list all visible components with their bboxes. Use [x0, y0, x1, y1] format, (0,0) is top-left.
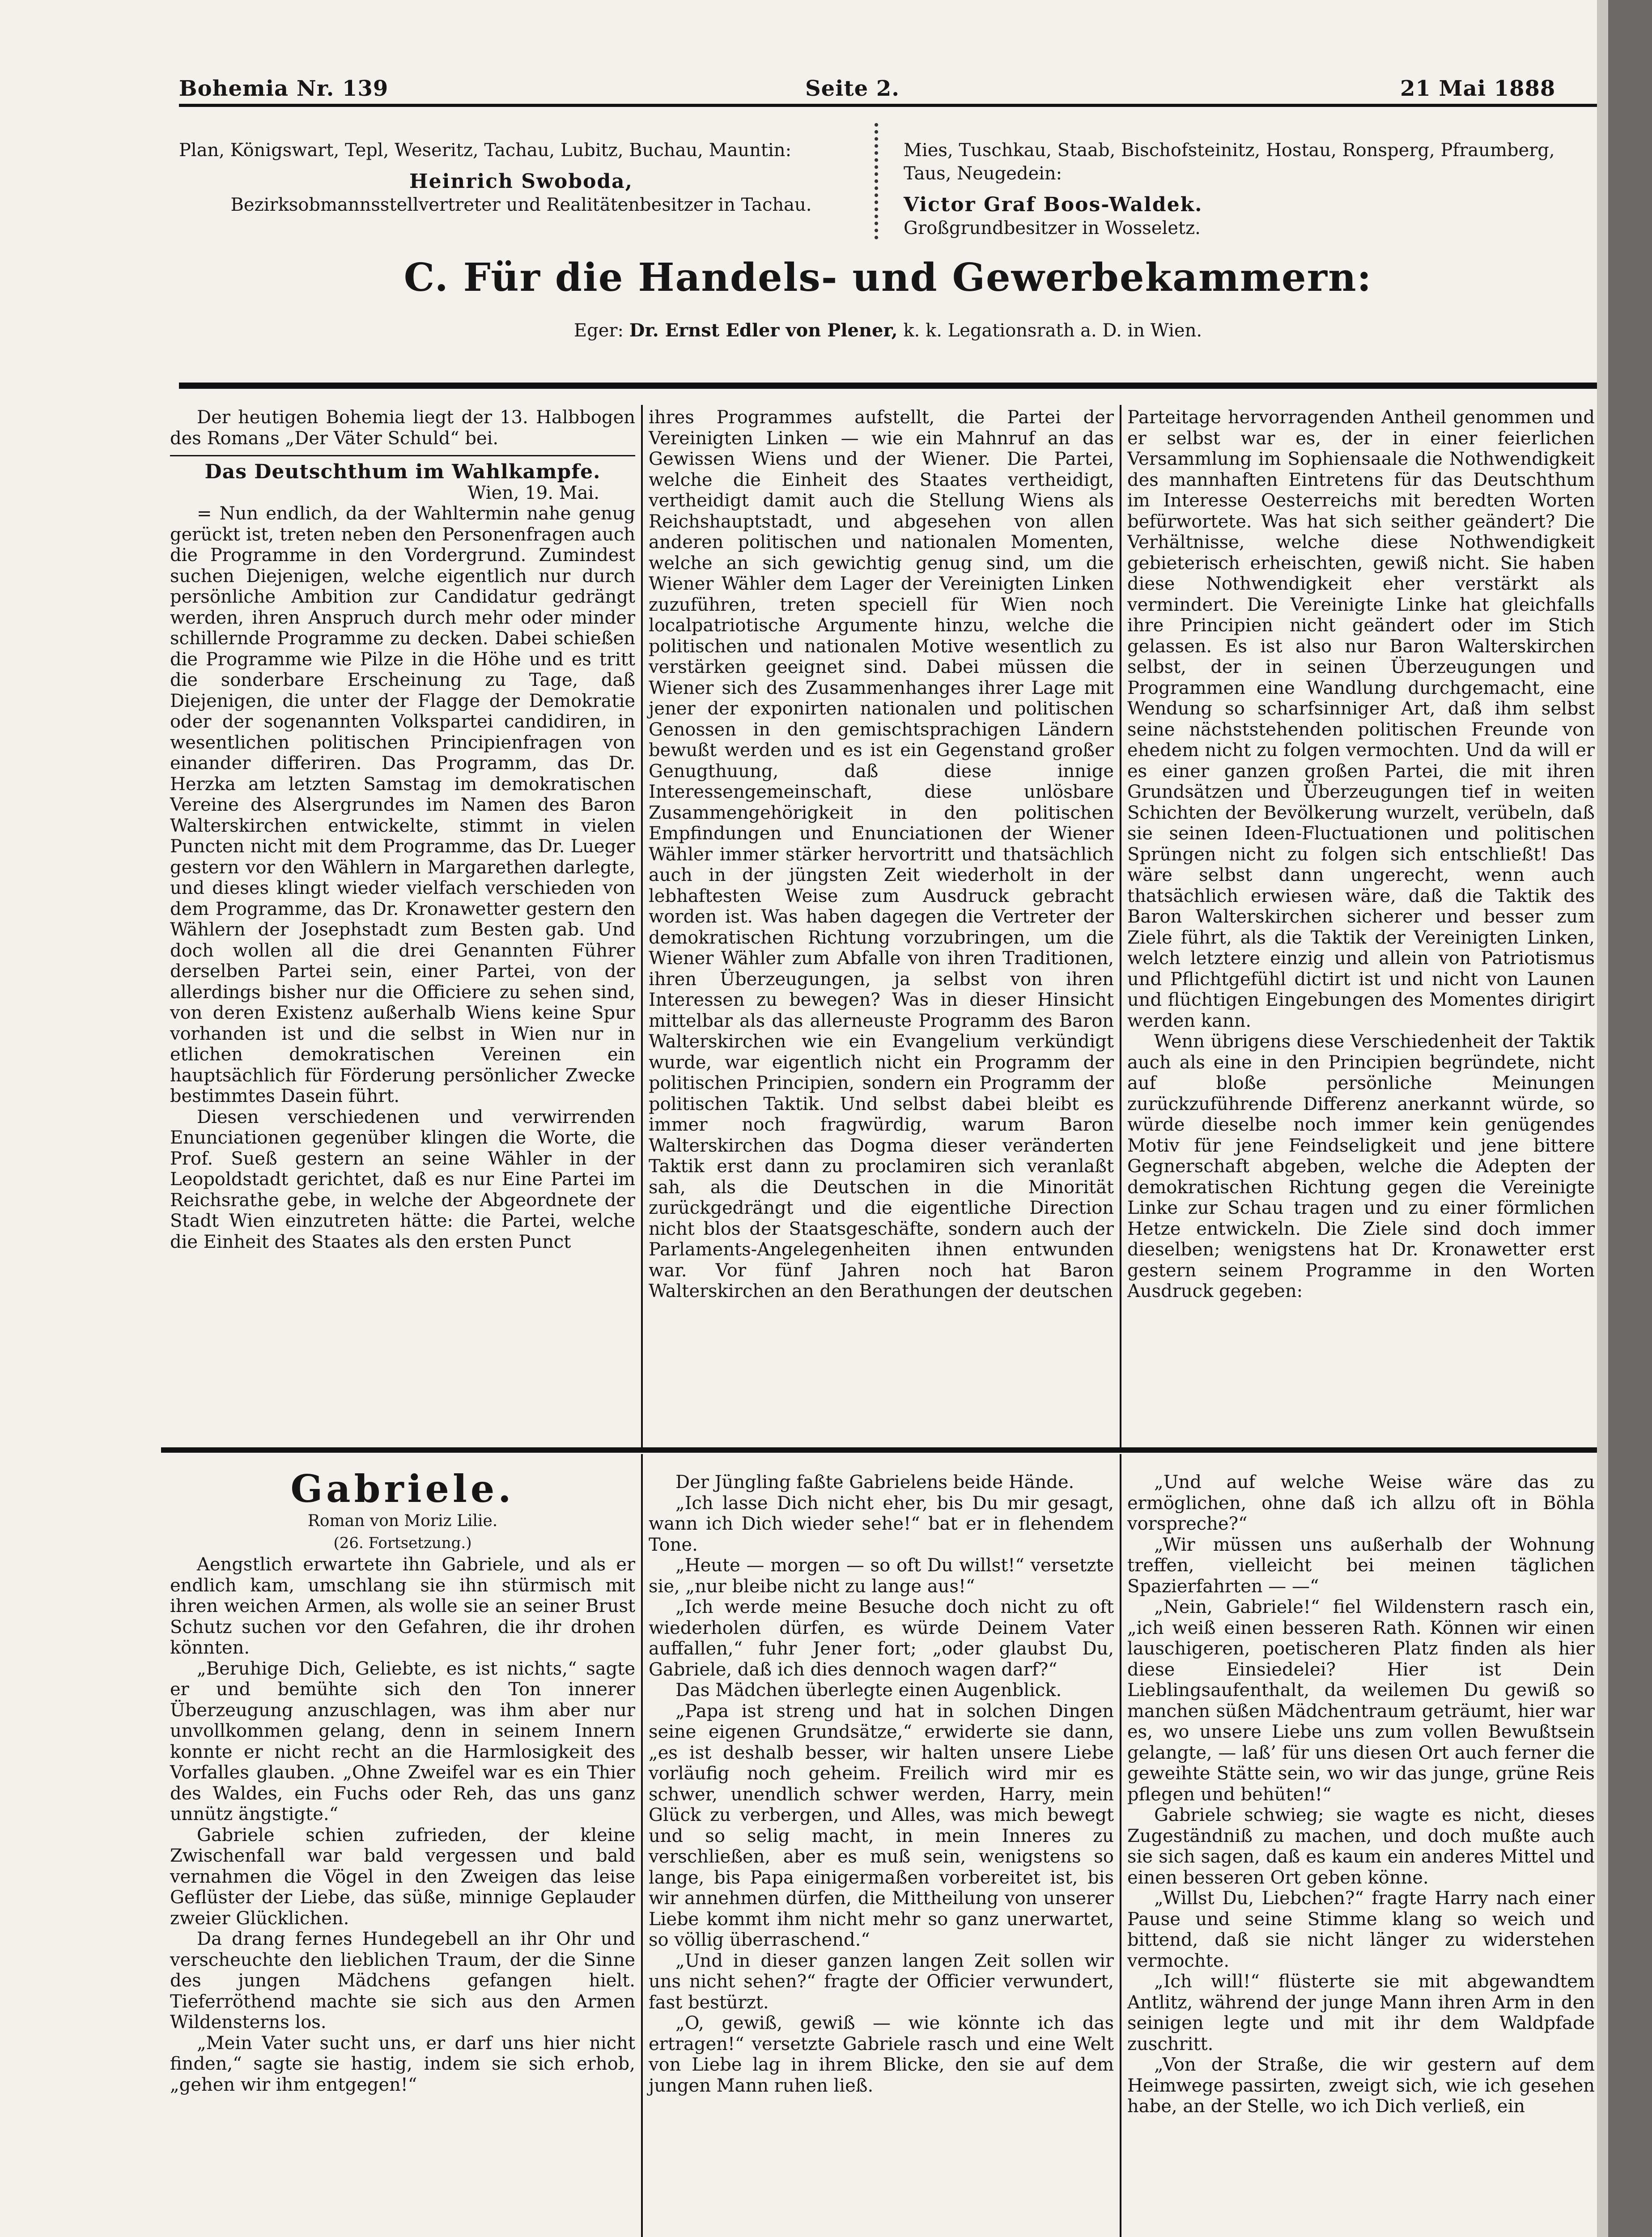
novel-paragraph: Das Mädchen überlegte einen Augenblick. [675, 1680, 1062, 1701]
district-left [179, 139, 863, 217]
section-title: C. Für die Handels- und Gewerbekammern: [403, 255, 1372, 300]
article-title: Das Deutschthum im Wahlkampfe. [204, 460, 601, 483]
novel-paragraph: „Und auf welche Weise wäre das zu ermöglichen, ohne daß ich allzu oft in Böhla vorspreche?“ [1127, 1472, 1595, 1534]
district-right-places: Mies, Tuschkau, Staab, Bischofsteinitz, Hostau, Ronsperg, Pfraumberg, Taus, Neugedein: [904, 140, 1555, 184]
novel-paragraph: „Beruhige Dich, Geliebte, es ist nichts,“ sagte er und bemühte sich den Ton innerer Überzeugung anzuschlagen, was ihm aber nur unvollkommen gelang, denn in seinem Innern konnte er nicht recht an die Harmlosigkeit des Vorfalles glauben. „Ohne Zweifel war es ein Thier des Waldes, ein Fuchs oder Reh, das uns ganz unnütz ängstigte.“ [170, 1658, 635, 1824]
novel-paragraph: „Ich werde meine Besuche doch nicht zu oft wiederholen dürfen, es würde Deinem Vater auffallen,“ fuhr Jener fort; „oder glaubst Du, Gabriele, daß ich dies dennoch wagen darf?“ [649, 1597, 1114, 1680]
novel-column-2 [649, 1472, 1114, 2096]
novel-paragraph: Gabriele schwieg; sie wagte es nicht, dieses Zugeständniß zu machen, und doch mußte auch sie sich sagen, daß es kaum ein anderes Mittel und einen besseren Ort geben könne. [1127, 1805, 1595, 1888]
section-subtitle [179, 320, 1597, 341]
district-right [904, 139, 1597, 240]
novel-column-3 [1127, 1472, 1595, 2117]
district-right-candidate: Victor Graf Boos-Waldek. [904, 193, 1203, 216]
issue-date: 21 Mai 1888 [1400, 76, 1556, 101]
novel-paragraph: „Papa ist streng und hat in solchen Dingen seine eigenen Grundsätze,“ erwiderte sie dann, „es ist deshalb besser, wir halten unsere Liebe vorläufig noch geheim. Freilich wird mir es schwer, unendlich schwer werden, Harry, mein Glück zu verbergen, und Alles, was mich bewegt und so selig macht, in mein Inneres zu verschließen, aber es muß sein, wenigstens so lange, bis Papa einigermaßen vorbereitet ist, bis wir annehmen dürfen, die Mittheilung von unserer Liebe kommt ihm nicht mehr so ganz unerwartet, so völlig überraschend.“ [649, 1701, 1114, 1950]
novel-paragraph: „Mein Vater sucht uns, er darf uns hier nicht finden,“ sagte sie hastig, indem sie sich erhob, „gehen wir ihm entgegen!“ [170, 2033, 635, 2095]
novel-paragraph: „Nein, Gabriele!“ fiel Wildenstern rasch ein, „ich weiß einen besseren Rath. Können wir einen lauschigeren, poetischeren Platz finden als hier diese Einsiedelei? Hier ist Dein Lieblingsaufenthalt, da weilemen Du gewiß so manchen süßen Mädchentraum geträumt, hier war es, wo unsere Liebe uns zum vollen Bewußtsein gelangte, — laß’ für uns diesen Ort auch ferner die geweihte Stätte sein, wo wir das junge, grüne Reis pflegen und behüten!“ [1127, 1597, 1595, 1805]
novel-paragraph: „Wir müssen uns außerhalb der Wohnung treffen, vielleicht bei meinen täglichen Spazierfahrten — —“ [1127, 1534, 1595, 1597]
novel-paragraph: „Und in dieser ganzen langen Zeit sollen wir uns nicht sehen?“ fragte der Officier verwundert, fast bestürzt. [649, 1950, 1114, 2013]
supplement-notice: Der heutigen Bohemia liegt der 13. Halbbogen des Romans „Der Väter Schuld“ bei. [170, 407, 635, 449]
binding-shadow [1597, 0, 1608, 2237]
novel-title: Gabriele. [290, 1467, 515, 1511]
district-left-role: Bezirksobmannsstellvertreter und Realitätenbesitzer in Tachau. [230, 195, 812, 215]
article-column-1 [170, 407, 635, 1252]
masthead-issue: Bohemia Nr. 139 [179, 76, 389, 101]
novel-paragraph: Da drang fernes Hundegebell an ihr Ohr und verscheuchte den lieblichen Traum, der die Sinne des jungen Mädchens gefangen hielt. Tieferröthend machte sie sich aus den Armen Wildensterns los. [170, 1929, 635, 2033]
column-divider [1120, 1454, 1121, 2237]
novel-paragraph: „O, gewiß, gewiß — wie könnte ich das ertragen!“ versetzte Gabriele rasch und eine Welt von Liebe lag in ihrem Blicke, den sie auf dem jungen Mann ruhen ließ. [649, 2013, 1114, 2096]
article-paragraph: ihres Programmes aufstellt, die Partei der Vereinigten Linken — wie ein Mahnruf an das Gewissen Wiens und der Wiener. Die Partei, welche die Einheit des Staates vertheidigt, vertheidigt damit auch die Stellung Wiens als Reichshauptstadt, und abgesehen von allen anderen politischen und nationalen Momenten, welche an sich gewichtig genug sind, um die Wiener Wähler dem Lager der Vereinigten Linken zuzuführen, treten speciell für Wien noch localpatriotische Argumente hinzu, welche die politischen und nationalen Motive wesentlich zu verstärken geeignet sind. Dabei müssen die Wiener sich des Zusammenhanges ihrer Lage mit jener der exponirten nationalen und politischen Genossen in den gemischtsprachigen Ländern bewußt werden und es ist ein Gegenstand großer Genugthuung, daß diese innige Interessengemeinschaft, diese unlösbare Zusammengehörigkeit in den politischen Empfindungen und Enunciationen der Wiener Wähler immer stärker hervortritt und thatsächlich auch in der jüngsten Zeit wiederholt in der lebhaftesten Weise zum Ausdruck gebracht worden ist. Was haben dagegen die Vertreter der demokratischen Richtung vorzubringen, um die Wiener Wähler zum Abfalle von ihren Traditionen, ihren Überzeugungen, ja selbst von ihren Interessen zu bewegen? Was in dieser Hinsicht mittelbar als das allerneuste Programm des Baron Walterskirchen wie ein Evangelium verkündigt wurde, war eigentlich nicht ein Programm der politischen Principien, sondern ein Programm der politischen Taktik. Und selbst dabei bleibt es immer noch fragwürdig, warum Baron Walterskirchen das Dogma dieser veränderten Taktik erst dann zu proclamiren sich veranlaßt sah, als die Deutschen in die Minorität zurückgedrängt und die eigentliche Direction nicht blos der Staatsgeschäfte, sondern auch der Parlaments-Angelegenheiten ihnen entwunden war. Vor fünf Jahren noch hat Baron Walterskirchen an den Berathungen der deutschen [649, 407, 1114, 1301]
novel-paragraph: Der Jüngling faßte Gabrielens beide Hände. [675, 1472, 1074, 1493]
feuilleton-rule [161, 1447, 1597, 1453]
district-left-candidate: Heinrich Swoboda, [409, 170, 633, 193]
article-column-3 [1127, 407, 1595, 1302]
section-rule [179, 383, 1597, 389]
article-paragraph: Diesen verschiedenen und verwirrenden Enunciationen gegenüber klingen die Worte, die Prof. Sueß gestern an seine Wähler in der Leopoldstadt gerichtet, daß es nur Eine Partei im Reichsrathe gebe, in welche der Abgeordnete der Stadt Wien einzutreten hätte: die Partei, welche die Einheit des Staates als den ersten Punct [170, 1106, 635, 1252]
section-sub-prefix: Eger: [573, 320, 624, 341]
column-divider [641, 1454, 643, 2237]
novel-paragraph: Gabriele schien zufrieden, der kleine Zwischenfall war bald vergessen und bald vernahmen die Vögel in den Zweigen das leise Geflüster der Liebe, das süße, minnige Geplauder zweier Glücklichen. [170, 1824, 635, 1929]
novel-paragraph: „Heute — morgen — so oft Du willst!“ versetzte sie, „nur bleibe nicht zu lange aus!“ [649, 1555, 1114, 1597]
header-rule [179, 104, 1597, 107]
section-sub-suffix: k. k. Legationsrath a. D. in Wien. [903, 320, 1202, 341]
notice-rule [170, 455, 635, 456]
novel-paragraph: „Ich will!“ flüsterte sie mit abgewandtem Antlitz, während der junge Mann ihren Arm in den seinigen legte und mit ihr dem Waldpfade zuschritt. [1127, 1971, 1595, 2054]
page-edge [1608, 0, 1652, 2237]
novel-column-1 [170, 1467, 635, 2095]
article-column-2 [649, 407, 1114, 1302]
district-left-places: Plan, Königswart, Tepl, Weseritz, Tachau, Lubitz, Buchau, Mauntin: [179, 140, 792, 161]
novel-continuation: (26. Fortsetzung.) [333, 1534, 472, 1552]
district-right-role: Großgrundbesitzer in Wosseletz. [904, 218, 1201, 238]
column-divider [1120, 405, 1121, 1447]
article-paragraph: Parteitage hervorragenden Antheil genommen und er selbst war es, der in einer feierlichen Versammlung im Sophiensaale die Nothwendigkeit des mannhaften Eintretens für das Deutschthum im Interesse Oesterreichs mit beredten Worten befürwortete. Was hat sich seither geändert? Die Verhältnisse, welche diese Nothwendigkeit gebieterisch erheischten, gewiß nicht. Sie haben diese Nothwendigkeit eher verstärkt als vermindert. Die Vereinigte Linke hat gleichfalls ihre Principien nicht geändert oder im Stich gelassen. Es ist also nur Baron Walterskirchen selbst, der in seinen Überzeugungen und Programmen eine Wandlung durchgemacht, eine Wendung so scharfsinniger Art, daß ihm selbst seine nächststehenden politischen Freunde von ehedem nicht zu folgen vermochten. Und da will er es einer ganzen großen Partei, die mit ihren Grundsätzen und Überzeugungen tief in weiten Schichten der Bevölkerung wurzelt, verübeln, daß sie seinen Ideen-Fluctuationen und politischen Sprüngen nicht zu folgen sich entschließt! Das wäre selbst dann ungerecht, wenn auch thatsächlich erwiesen wäre, daß die Taktik des Baron Walterskirchen sicherer und besser zum Ziele führt, als die Taktik der Vereinigten Linken, welch letztere einzig und allein von Patriotismus und Pflichtgefühl dictirt ist und nicht von Launen und flüchtigen Eingebungen des Momentes dirigirt werden kann. [1127, 407, 1595, 1031]
article-dateline: Wien, 19. Mai. [467, 482, 599, 503]
column-divider [641, 405, 643, 1447]
novel-paragraph: „Ich lasse Dich nicht eher, bis Du mir gesagt, wann ich Dich wieder sehe!“ bat er in flehendem Tone. [649, 1493, 1114, 1555]
page-number: Seite 2. [805, 76, 900, 101]
novel-paragraph: Aengstlich erwartete ihn Gabriele, und als er endlich kam, umschlang sie ihn stürmisch mit ihren weichen Armen, als wolle sie an seiner Brust Schutz suchen vor den Gefahren, die ihr drohen könnten. [170, 1554, 635, 1658]
novel-paragraph: „Willst Du, Liebchen?“ fragte Harry nach einer Pause und seine Stimme klang so weich und bittend, daß sie nicht länger zu widerstehen vermochte. [1127, 1888, 1595, 1971]
section-sub-name: Dr. Ernst Edler von Plener, [629, 320, 898, 341]
novel-byline: Roman von Moriz Lilie. [307, 1512, 498, 1530]
district-separator [875, 123, 883, 239]
novel-paragraph: „Von der Straße, die wir gestern auf dem Heimwege passirten, zweigt sich, wie ich gesehen habe, an der Stelle, wo ich Dich verließ, ein [1127, 2054, 1595, 2117]
article-paragraph: Wenn übrigens diese Verschiedenheit der Taktik auch als eine in den Principien begründete, nicht auf bloße persönliche Meinungen zurückzuführende Differenz anerkannt würde, so würde dieselbe noch immer kein genügendes Motiv für jene Feindseligkeit und jene bittere Gegnerschaft abgeben, welche die Adepten der demokratischen Richtung gegen die Vereinigte Linke zur Schau tragen und zu einer förmlichen Hetze entwickeln. Die Ziele sind doch immer dieselben; wenigstens hat Dr. Kronawetter erst gestern seinem Programme in den Worten Ausdruck gegeben: [1127, 1031, 1595, 1301]
article-paragraph: = Nun endlich, da der Wahltermin nahe genug gerückt ist, treten neben den Personenfragen auch die Programme in den Vordergrund. Zumindest suchen Diejenigen, welche eigentlich nur durch persönliche Ambition zur Candidatur gedrängt werden, ihren Anspruch durch mehr oder minder schillernde Programme zu decken. Dabei schießen die Programme wie Pilze in die Höhe und es tritt die sonderbare Erscheinung zu Tage, daß Diejenigen, die unter der Flagge der Demokratie oder der sogenannten Volkspartei candidiren, in wesentlichen politischen Principienfragen von einander differiren. Das Programm, das Dr. Herzka am letzten Samstag im demokratischen Vereine des Alsergrundes im Namen des Baron Walterskirchen entwickelte, stimmt in vielen Puncten nicht mit dem Programme, das Dr. Lueger gestern vor den Wählern in Margarethen darlegte, und dieses klingt wieder vielfach verschieden von dem Programme, das Dr. Kronawetter gestern den Wählern der Josephstadt zum Besten gab. Und doch wollen all die drei Genannten Führer derselben Partei sein, einer Partei, von der allerdings bisher nur die Officiere zu sehen sind, von deren Existenz außerhalb Wiens keine Spur vorhanden ist und die selbst in Wien nur in etlichen demokratischen Vereinen ein hauptsächlich für Förderung persönlicher Zwecke bestimmtes Dasein führt. [170, 503, 635, 1106]
